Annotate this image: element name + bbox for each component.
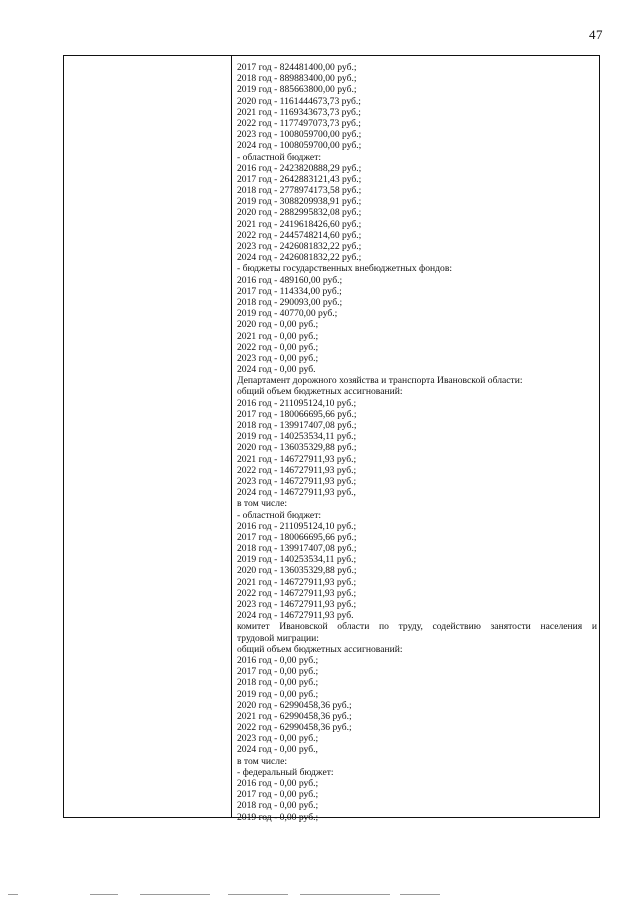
text-line: 2024 год - 146727911,93 руб. [237, 610, 354, 622]
text-line: 2019 год - 0,00 руб.; [237, 811, 319, 823]
text-line: 2023 год - 0,00 руб.; [237, 733, 319, 745]
text-line: - бюджеты государственных внебюджетных фондов: [237, 263, 453, 275]
text-line: 2017 год - 114334,00 руб.; [237, 285, 342, 297]
text-line: общий объем бюджетных ассигнований: [237, 386, 403, 398]
text-line: 2017 год - 824481400,00 руб.; [237, 62, 357, 73]
text-line: 2016 год - 211095124,10 руб.; [237, 520, 357, 532]
text-line: 2022 год - 2445748214,60 руб.; [237, 229, 362, 241]
budget-table [63, 55, 600, 823]
text-line: 2024 год - 146727911,93 руб., [237, 487, 356, 499]
text-line: 2016 год - 0,00 руб.; [237, 654, 319, 666]
text-line: 2016 год - 0,00 руб.; [237, 778, 319, 789]
text-line: 2020 год - 0,00 руб.; [237, 319, 319, 331]
text-line: 2020 год - 136035329,88 руб.; [237, 565, 357, 577]
text-line: 2019 год - 0,00 руб.; [237, 688, 319, 700]
text-line: - областной бюджет: [237, 151, 322, 163]
text-line: 2019 год - 40770,00 руб.; [237, 308, 338, 320]
text-line: 2018 год - 0,00 руб.; [237, 800, 319, 812]
text-line: 2021 год - 2419618426,60 руб.; [237, 218, 362, 230]
text-line: 2018 год - 139917407,08 руб.; [237, 420, 357, 431]
text-line: 2022 год - 146727911,93 руб.; [237, 464, 357, 476]
text-line: 2023 год - 1008059700,00 руб.; [237, 129, 362, 141]
text-line: 2018 год - 889883400,00 руб.; [237, 73, 357, 85]
text-line: 2022 год - 0,00 руб.; [237, 341, 319, 353]
text-line: трудовой миграции: [237, 632, 319, 644]
text-line: 2023 год - 2426081832,22 руб.; [237, 241, 362, 252]
text-line: 2019 год - 885663800,00 руб.; [237, 84, 357, 96]
text-line: 2019 год - 140253534,11 руб.; [237, 431, 357, 443]
text-line: 2019 год - 3088209938,91 руб.; [237, 196, 362, 208]
text-line: 2020 год - 136035329,88 руб.; [237, 442, 357, 454]
text-line: 2022 год - 1177497073,73 руб.; [237, 117, 361, 129]
text-line: 2018 год - 2778974173,58 руб.; [237, 185, 362, 197]
text-line: 2024 год - 0,00 руб., [237, 744, 318, 756]
text-line: 2017 год - 180066695,66 руб.; [237, 408, 357, 420]
text-line: 2020 год - 1161444673,73 руб.; [237, 95, 361, 107]
text-line: 2020 год - 62990458,36 руб.; [237, 699, 352, 711]
text-line: 2017 год - 0,00 руб.; [237, 789, 319, 801]
text-line: 2021 год - 62990458,36 руб.; [237, 710, 352, 722]
text-line: комитет Ивановской области по труду, содействию занятости населения и [237, 621, 597, 633]
text-line: 2017 год - 0,00 руб.; [237, 666, 319, 678]
text-line: 2023 год - 0,00 руб.; [237, 352, 319, 364]
text-line: - областной бюджет: [237, 509, 322, 521]
text-line: - федеральный бюджет: [237, 766, 334, 778]
scan-footer-artifact [0, 892, 640, 898]
text-line: 2021 год - 146727911,93 руб.; [237, 576, 357, 588]
text-line: 2023 год - 146727911,93 руб.; [237, 599, 357, 610]
text-line: 2021 год - 0,00 руб.; [237, 330, 319, 342]
page-number: 47 [589, 27, 603, 42]
table-right-cell [232, 56, 599, 823]
text-line: 2022 год - 62990458,36 руб.; [237, 722, 352, 734]
text-line: общий объем бюджетных ассигнований: [237, 643, 403, 655]
text-line: 2016 год - 2423820888,29 руб.; [237, 162, 362, 174]
text-line: 2018 год - 0,00 руб.; [237, 677, 319, 689]
text-line: в том числе: [237, 755, 288, 767]
text-line: в том числе: [237, 498, 288, 510]
text-line: 2016 год - 489160,00 руб.; [237, 274, 343, 286]
table-left-cell [64, 56, 232, 817]
text-line: 2017 год - 2642883121,43 руб.; [237, 173, 362, 185]
text-line: 2018 год - 290093,00 руб.; [237, 296, 343, 308]
text-line: 2021 год - 146727911,93 руб.; [237, 453, 357, 465]
text-line: 2017 год - 180066695,66 руб.; [237, 531, 357, 543]
text-line: 2018 год - 139917407,08 руб.; [237, 543, 357, 555]
text-line: 2019 год - 140253534,11 руб.; [237, 554, 357, 566]
text-line: 2020 год - 2882995832,08 руб.; [237, 207, 362, 219]
text-line: 2022 год - 146727911,93 руб.; [237, 587, 357, 599]
text-line: 2016 год - 211095124,10 руб.; [237, 397, 357, 409]
text-line: 2024 год - 1008059700,00 руб.; [237, 140, 362, 152]
text-line: 2023 год - 146727911,93 руб.; [237, 475, 357, 487]
text-line: Департамент дорожного хозяйства и транспорта Ивановской области: [237, 375, 523, 387]
text-line: 2021 год - 1169343673,73 руб.; [237, 106, 361, 118]
text-line: 2024 год - 2426081832,22 руб.; [237, 252, 362, 264]
text-line: 2024 год - 0,00 руб. [237, 364, 316, 376]
